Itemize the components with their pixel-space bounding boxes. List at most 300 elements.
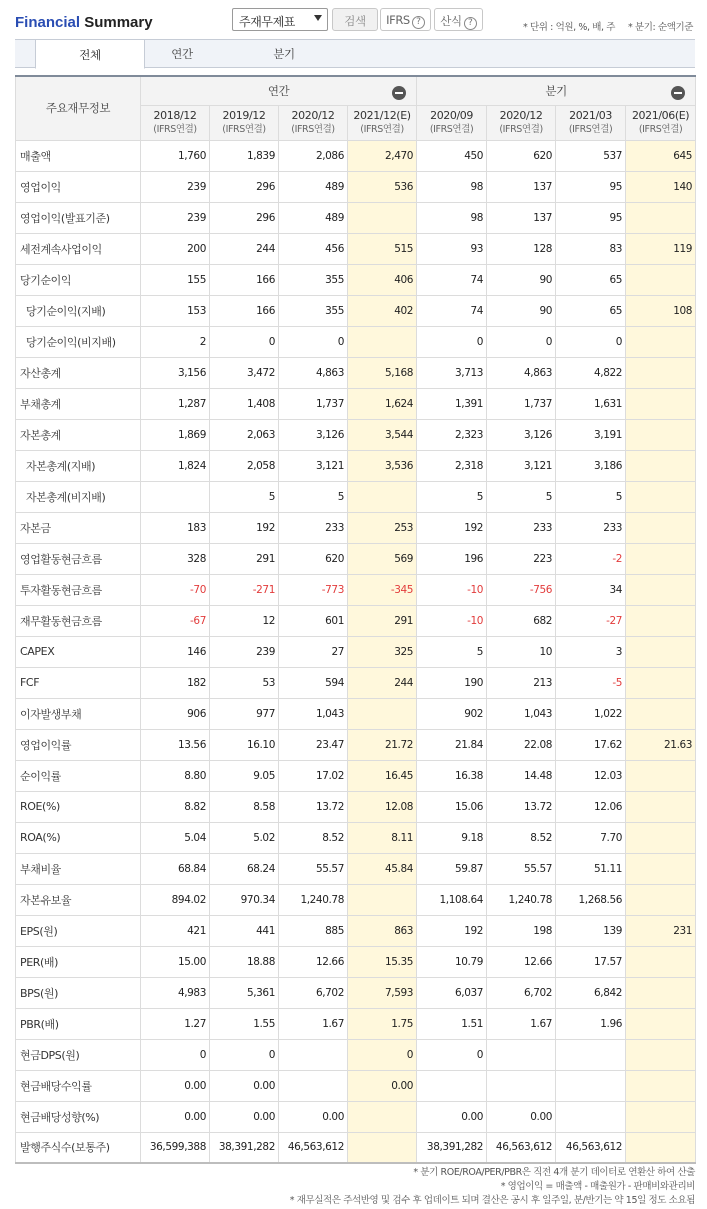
value-cell: 155	[141, 264, 210, 295]
value-cell: 233	[487, 512, 556, 543]
period-label: 2021/12(E)	[353, 108, 411, 122]
value-cell: 620	[279, 543, 348, 574]
value-cell: 46,563,612	[487, 1132, 556, 1163]
value-cell: 2,063	[210, 419, 279, 450]
value-cell: 5	[487, 481, 556, 512]
table-row	[16, 388, 696, 419]
ifrs-help-button[interactable]: IFRS ?	[380, 8, 431, 31]
value-cell: 200	[141, 233, 210, 264]
period-header	[141, 105, 210, 140]
value-cell: 1,240.78	[487, 884, 556, 915]
value-cell: 1,631	[556, 388, 626, 419]
table-row	[16, 1070, 696, 1101]
chevron-down-icon	[314, 15, 322, 21]
value-cell: 1.67	[487, 1008, 556, 1039]
group-quarter-header: 분기	[417, 76, 696, 105]
value-cell: 65	[556, 295, 626, 326]
value-cell: 12.08	[348, 791, 417, 822]
value-cell: 1,391	[417, 388, 487, 419]
value-cell: 13.56	[141, 729, 210, 760]
row-label: 순이익률	[16, 760, 141, 791]
value-cell: 0	[210, 1039, 279, 1070]
value-cell: 1,108.64	[417, 884, 487, 915]
value-cell	[626, 1132, 696, 1163]
value-cell: 2,470	[348, 140, 417, 171]
value-cell: 325	[348, 636, 417, 667]
value-cell: 0	[417, 326, 487, 357]
value-cell: 46,563,612	[279, 1132, 348, 1163]
row-label: 당기순이익(지배)	[16, 295, 141, 326]
value-cell: 2,323	[417, 419, 487, 450]
row-label: 투자활동현금흐름	[16, 574, 141, 605]
value-cell: 17.02	[279, 760, 348, 791]
value-cell: 198	[487, 915, 556, 946]
value-cell: 16.10	[210, 729, 279, 760]
group-annual-header: 연간	[141, 76, 417, 105]
value-cell: 21.84	[417, 729, 487, 760]
row-label: EPS(원)	[16, 915, 141, 946]
value-cell: 233	[279, 512, 348, 543]
row-label: 부채총계	[16, 388, 141, 419]
value-cell: 5.02	[210, 822, 279, 853]
value-cell: 0	[417, 1039, 487, 1070]
value-cell: 2,058	[210, 450, 279, 481]
table-row	[16, 512, 696, 543]
value-cell: 3,126	[279, 419, 348, 450]
value-cell	[626, 605, 696, 636]
question-icon: ?	[412, 16, 425, 29]
value-cell: 153	[141, 295, 210, 326]
table-row	[16, 698, 696, 729]
value-cell: 192	[417, 512, 487, 543]
value-cell	[348, 326, 417, 357]
value-cell	[348, 481, 417, 512]
value-cell	[626, 698, 696, 729]
value-cell: 15.06	[417, 791, 487, 822]
value-cell: 15.00	[141, 946, 210, 977]
table-row	[16, 295, 696, 326]
value-cell	[626, 1101, 696, 1132]
value-cell: 3,126	[487, 419, 556, 450]
row-label: 자본총계(지배)	[16, 450, 141, 481]
value-cell	[626, 1039, 696, 1070]
value-cell: 183	[141, 512, 210, 543]
value-cell: 8.80	[141, 760, 210, 791]
value-cell: 95	[556, 171, 626, 202]
table-row	[16, 853, 696, 884]
period-header	[626, 105, 696, 140]
value-cell: 8.82	[141, 791, 210, 822]
value-cell: 7.70	[556, 822, 626, 853]
value-cell: 970.34	[210, 884, 279, 915]
row-label: PER(배)	[16, 946, 141, 977]
row-label: 영업이익(발표기준)	[16, 202, 141, 233]
value-cell: 645	[626, 140, 696, 171]
value-cell: 0	[348, 1039, 417, 1070]
value-cell: 6,702	[279, 977, 348, 1008]
value-cell	[626, 419, 696, 450]
row-label: 현금배당성향(%)	[16, 1101, 141, 1132]
value-cell: 59.87	[417, 853, 487, 884]
value-cell: 68.84	[141, 853, 210, 884]
value-cell: -10	[417, 574, 487, 605]
value-cell: 4,822	[556, 357, 626, 388]
value-cell: 8.58	[210, 791, 279, 822]
value-cell: 1,869	[141, 419, 210, 450]
statement-type-select[interactable]	[232, 8, 328, 31]
value-cell: 9.18	[417, 822, 487, 853]
period-header	[417, 105, 487, 140]
value-cell: 489	[279, 171, 348, 202]
value-cell: 2,318	[417, 450, 487, 481]
table-row	[16, 636, 696, 667]
collapse-icon[interactable]	[671, 86, 685, 100]
value-cell: -271	[210, 574, 279, 605]
question-icon: ?	[464, 17, 477, 30]
value-cell	[626, 543, 696, 574]
value-cell: -70	[141, 574, 210, 605]
value-cell: 537	[556, 140, 626, 171]
value-cell: 8.52	[279, 822, 348, 853]
period-label: 2020/09	[430, 108, 473, 122]
value-cell: 1,287	[141, 388, 210, 419]
period-label: 2018/12	[153, 108, 197, 122]
value-cell: 45.84	[348, 853, 417, 884]
value-cell	[626, 481, 696, 512]
value-cell: 253	[348, 512, 417, 543]
value-cell: 5	[417, 481, 487, 512]
value-cell: 53	[210, 667, 279, 698]
period-header	[348, 105, 417, 140]
period-basis: (IFRS연결)	[568, 123, 613, 135]
period-basis: (IFRS연결)	[429, 123, 474, 135]
value-cell: 620	[487, 140, 556, 171]
footnote: * 영업이익 = 매출액 - 매출원가 - 판매비와관리비	[500, 1181, 695, 1192]
value-cell	[626, 388, 696, 419]
value-cell: 1.96	[556, 1008, 626, 1039]
value-cell: 291	[210, 543, 279, 574]
value-cell: 231	[626, 915, 696, 946]
value-cell	[626, 636, 696, 667]
value-cell: 12.66	[279, 946, 348, 977]
table-row	[16, 946, 696, 977]
period-basis: (IFRS연결)	[360, 123, 404, 135]
value-cell: 16.38	[417, 760, 487, 791]
row-header: 주요재무정보	[16, 76, 141, 140]
value-cell: 1,268.56	[556, 884, 626, 915]
collapse-icon[interactable]	[392, 86, 406, 100]
value-cell: 1,839	[210, 140, 279, 171]
period-basis: (IFRS연결)	[499, 123, 543, 135]
value-cell	[626, 884, 696, 915]
quarter-note: * 분기: 순액기준	[628, 22, 694, 33]
value-cell: 4,863	[279, 357, 348, 388]
value-cell: 146	[141, 636, 210, 667]
value-cell: 90	[487, 295, 556, 326]
value-cell: 46,563,612	[556, 1132, 626, 1163]
value-cell: 1,043	[487, 698, 556, 729]
value-cell	[626, 202, 696, 233]
tab-all[interactable]: 전체	[35, 39, 145, 69]
value-cell: 95	[556, 202, 626, 233]
value-cell	[556, 1070, 626, 1101]
value-cell: 27	[279, 636, 348, 667]
value-cell: 98	[417, 202, 487, 233]
value-cell: 5.04	[141, 822, 210, 853]
value-cell: 8.11	[348, 822, 417, 853]
table-row	[16, 543, 696, 574]
value-cell: 12.03	[556, 760, 626, 791]
value-cell: 3	[556, 636, 626, 667]
table-row	[16, 481, 696, 512]
tab-quarter[interactable]: 분기	[273, 47, 295, 61]
value-cell: 83	[556, 233, 626, 264]
value-cell: 0.00	[210, 1101, 279, 1132]
value-cell: 0.00	[141, 1070, 210, 1101]
row-label: FCF	[16, 667, 141, 698]
value-cell: 2	[141, 326, 210, 357]
value-cell: -10	[417, 605, 487, 636]
value-cell: 0.00	[210, 1070, 279, 1101]
formula-help-button[interactable]: 산식 ?	[434, 8, 483, 31]
page-title: Financial Summary	[15, 14, 153, 31]
row-label: PBR(배)	[16, 1008, 141, 1039]
value-cell: 137	[487, 171, 556, 202]
value-cell: 119	[626, 233, 696, 264]
table-row	[16, 791, 696, 822]
value-cell: 601	[279, 605, 348, 636]
value-cell: 14.48	[487, 760, 556, 791]
row-label: 자본총계	[16, 419, 141, 450]
row-label: 영업활동현금흐름	[16, 543, 141, 574]
value-cell: 128	[487, 233, 556, 264]
value-cell: 21.72	[348, 729, 417, 760]
value-cell: 0.00	[417, 1101, 487, 1132]
period-header	[487, 105, 556, 140]
value-cell	[626, 791, 696, 822]
value-cell: 6,037	[417, 977, 487, 1008]
statement-type-value: 주재무제표	[239, 15, 295, 29]
value-cell	[626, 1070, 696, 1101]
value-cell: 515	[348, 233, 417, 264]
row-label: 영업이익률	[16, 729, 141, 760]
period-header	[279, 105, 348, 140]
value-cell: 13.72	[487, 791, 556, 822]
value-cell: 23.47	[279, 729, 348, 760]
value-cell: 10	[487, 636, 556, 667]
value-cell: 3,536	[348, 450, 417, 481]
value-cell: 0	[210, 326, 279, 357]
value-cell: 98	[417, 171, 487, 202]
table-row	[16, 202, 696, 233]
value-cell: 0.00	[141, 1101, 210, 1132]
value-cell	[626, 760, 696, 791]
value-cell: 296	[210, 171, 279, 202]
value-cell	[626, 977, 696, 1008]
table-row	[16, 884, 696, 915]
value-cell: 51.11	[556, 853, 626, 884]
value-cell: 3,713	[417, 357, 487, 388]
value-cell	[626, 450, 696, 481]
footnotes	[290, 1166, 695, 1208]
value-cell: 7,593	[348, 977, 417, 1008]
table-row	[16, 1101, 696, 1132]
value-cell: 192	[417, 915, 487, 946]
table-row	[16, 760, 696, 791]
period-basis: (IFRS연결)	[291, 123, 335, 135]
period-basis: (IFRS연결)	[638, 123, 683, 135]
value-cell: -345	[348, 574, 417, 605]
value-cell: 17.62	[556, 729, 626, 760]
value-cell: 3,121	[487, 450, 556, 481]
value-cell	[487, 1039, 556, 1070]
value-cell	[141, 481, 210, 512]
value-cell: 233	[556, 512, 626, 543]
value-cell: 1,824	[141, 450, 210, 481]
value-cell: 213	[487, 667, 556, 698]
value-cell: 166	[210, 295, 279, 326]
value-cell: 0.00	[279, 1101, 348, 1132]
value-cell: 17.57	[556, 946, 626, 977]
value-cell	[348, 698, 417, 729]
table-row	[16, 1132, 696, 1163]
value-cell: 139	[556, 915, 626, 946]
value-cell: 328	[141, 543, 210, 574]
value-cell: 12.66	[487, 946, 556, 977]
value-cell: 166	[210, 264, 279, 295]
value-cell: 22.08	[487, 729, 556, 760]
search-button[interactable]: 검색	[332, 8, 378, 31]
value-cell: -756	[487, 574, 556, 605]
row-label: 매출액	[16, 140, 141, 171]
value-cell	[348, 1101, 417, 1132]
footnote: * 분기 ROE/ROA/PER/PBR은 직전 4개 분기 데이터로 연환산 하여 산출	[413, 1167, 695, 1178]
period-label: 2021/03	[569, 108, 612, 122]
value-cell: 0	[141, 1039, 210, 1070]
value-cell: 12.06	[556, 791, 626, 822]
value-cell: -773	[279, 574, 348, 605]
value-cell: 0.00	[487, 1101, 556, 1132]
value-cell	[626, 357, 696, 388]
table-row	[16, 729, 696, 760]
table-row	[16, 419, 696, 450]
value-cell: -5	[556, 667, 626, 698]
value-cell: 68.24	[210, 853, 279, 884]
period-header	[556, 105, 626, 140]
value-cell: 239	[141, 202, 210, 233]
value-cell: 1.67	[279, 1008, 348, 1039]
value-cell: 244	[348, 667, 417, 698]
row-label: 이자발생부채	[16, 698, 141, 729]
row-label: 재무활동현금흐름	[16, 605, 141, 636]
value-cell: 3,186	[556, 450, 626, 481]
value-cell: 223	[487, 543, 556, 574]
value-cell: -27	[556, 605, 626, 636]
row-label: 발행주식수(보통주)	[16, 1132, 141, 1163]
value-cell: 1,022	[556, 698, 626, 729]
value-cell: 296	[210, 202, 279, 233]
value-cell: 9.05	[210, 760, 279, 791]
table-row	[16, 233, 696, 264]
value-cell: 5,361	[210, 977, 279, 1008]
value-cell: -2	[556, 543, 626, 574]
value-cell: 65	[556, 264, 626, 295]
value-cell: 34	[556, 574, 626, 605]
value-cell: 15.35	[348, 946, 417, 977]
value-cell: 1,624	[348, 388, 417, 419]
value-cell: 0	[279, 326, 348, 357]
value-cell	[626, 822, 696, 853]
table-row	[16, 574, 696, 605]
period-header	[210, 105, 279, 140]
period-label: 2020/12	[291, 108, 335, 122]
value-cell	[556, 1101, 626, 1132]
value-cell: 55.57	[279, 853, 348, 884]
row-label: 자본총계(비지배)	[16, 481, 141, 512]
value-cell: 38,391,282	[417, 1132, 487, 1163]
value-cell: 190	[417, 667, 487, 698]
value-cell: 5	[210, 481, 279, 512]
row-label: 현금DPS(원)	[16, 1039, 141, 1070]
value-cell: 1.75	[348, 1008, 417, 1039]
value-cell: 569	[348, 543, 417, 574]
period-tabs	[15, 39, 695, 68]
row-label: BPS(원)	[16, 977, 141, 1008]
value-cell: 355	[279, 295, 348, 326]
value-cell	[626, 264, 696, 295]
value-cell: 0	[487, 326, 556, 357]
value-cell: 55.57	[487, 853, 556, 884]
value-cell: 906	[141, 698, 210, 729]
table-row	[16, 915, 696, 946]
value-cell: 1,043	[279, 698, 348, 729]
value-cell	[348, 884, 417, 915]
value-cell: 239	[210, 636, 279, 667]
value-cell: 38,391,282	[210, 1132, 279, 1163]
value-cell	[279, 1039, 348, 1070]
value-cell	[626, 667, 696, 698]
table-row	[16, 667, 696, 698]
value-cell: 2,086	[279, 140, 348, 171]
value-cell: 182	[141, 667, 210, 698]
value-cell: 885	[279, 915, 348, 946]
row-label: 영업이익	[16, 171, 141, 202]
row-label: ROA(%)	[16, 822, 141, 853]
table-row	[16, 171, 696, 202]
value-cell: 6,702	[487, 977, 556, 1008]
value-cell	[626, 326, 696, 357]
value-cell: 16.45	[348, 760, 417, 791]
value-cell	[348, 202, 417, 233]
value-cell: 1.55	[210, 1008, 279, 1039]
value-cell: 536	[348, 171, 417, 202]
value-cell: 36,599,388	[141, 1132, 210, 1163]
period-basis: (IFRS연결)	[153, 123, 197, 135]
row-label: 부채비율	[16, 853, 141, 884]
table-row	[16, 977, 696, 1008]
row-label: 당기순이익	[16, 264, 141, 295]
unit-note: * 단위 : 억원, %, 배, 주	[523, 22, 616, 33]
value-cell	[626, 512, 696, 543]
tab-annual[interactable]: 연간	[171, 47, 193, 61]
value-cell: 3,472	[210, 357, 279, 388]
value-cell	[626, 946, 696, 977]
value-cell: 137	[487, 202, 556, 233]
value-cell: 3,544	[348, 419, 417, 450]
value-cell: 489	[279, 202, 348, 233]
table-row	[16, 605, 696, 636]
row-label: 자본유보율	[16, 884, 141, 915]
